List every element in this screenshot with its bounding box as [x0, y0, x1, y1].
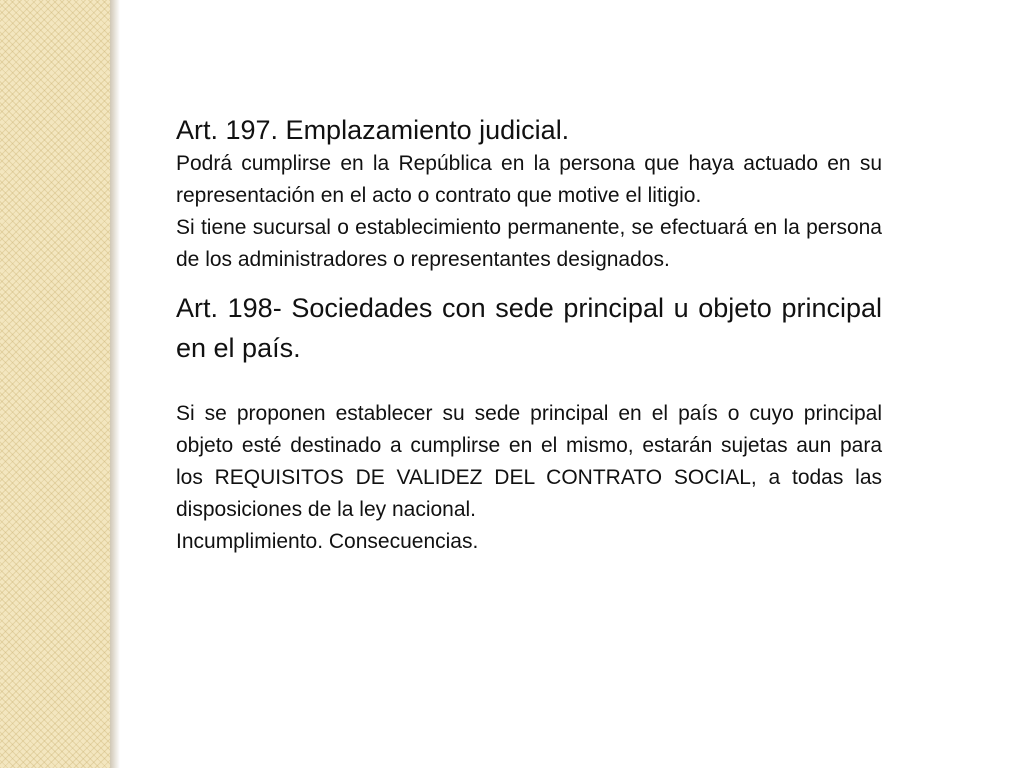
article-197-title: Art. 197. Emplazamiento judicial.	[176, 115, 570, 145]
article-198-title: Art. 198- Sociedades con sede principal u objeto principal en el país.	[176, 293, 882, 363]
spacer	[176, 368, 882, 398]
article-198-paragraph-1: Si se proponen establecer su sede principal en el país o cuyo principal objeto esté destinado a cumplirse en el mismo, estarán sujetas aun para los REQUISITOS DE VALIDEZ DEL CONTRATO SOCIAL, a todas las disposiciones de la ley nacional.	[176, 402, 882, 521]
article-198-paragraph-2: Incumplimiento. Consecuencias.	[176, 530, 479, 553]
side-band-shadow	[110, 0, 120, 768]
slide-content	[176, 112, 882, 558]
decorative-side-band	[0, 0, 110, 768]
article-197-paragraph-1: Podrá cumplirse en la República en la persona que haya actuado en su representación en el acto o contrato que motive el litigio.	[176, 152, 882, 207]
article-197-paragraph-2: Si tiene sucursal o establecimiento permanente, se efectuará en la persona de los administradores o representantes designados.	[176, 216, 882, 271]
